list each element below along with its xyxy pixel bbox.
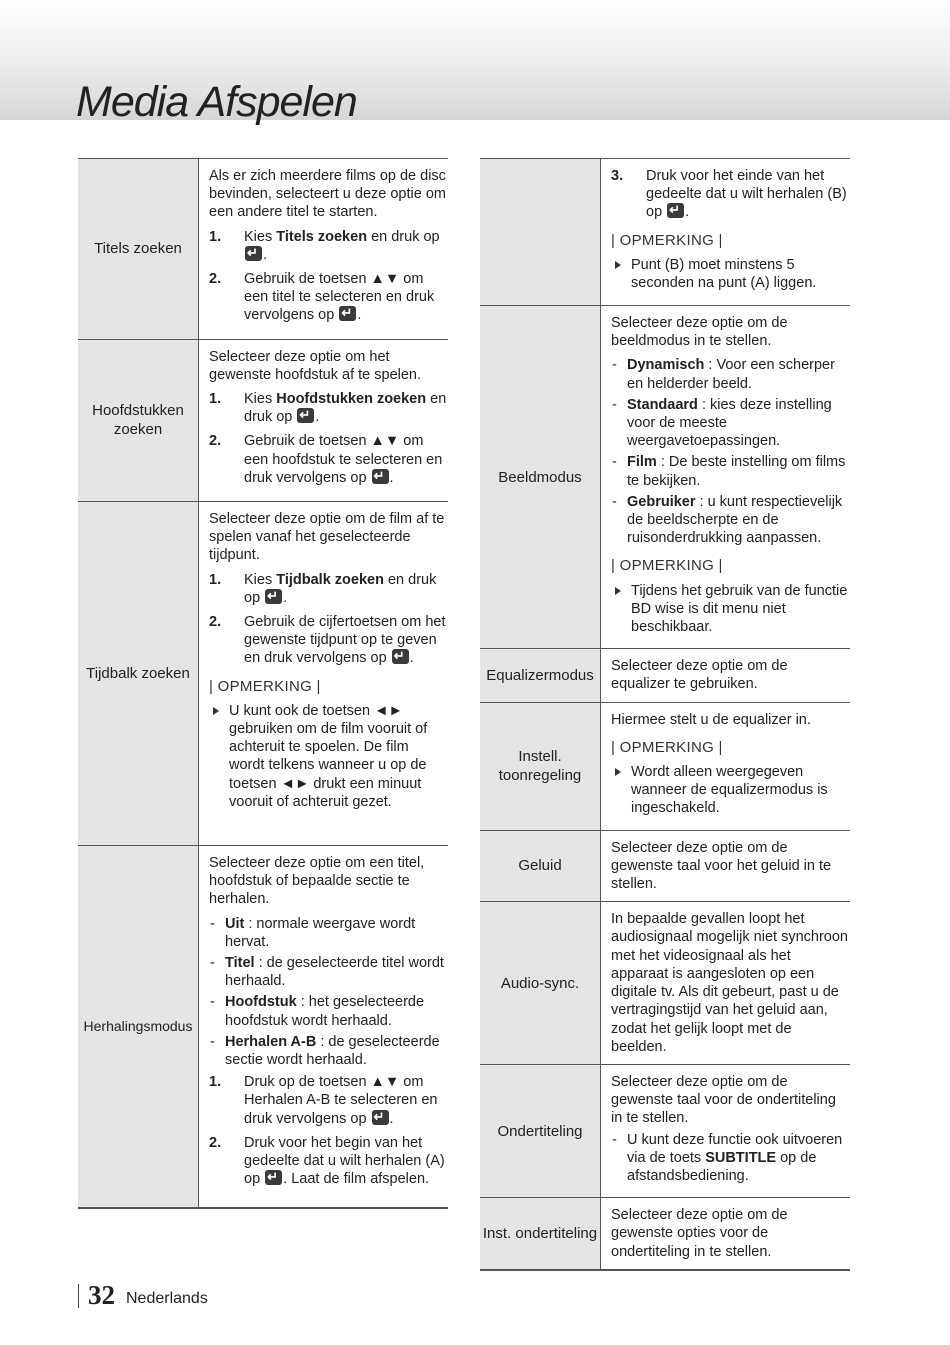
step-text: en druk op	[367, 228, 440, 245]
row-description	[199, 846, 449, 1208]
list-item	[209, 613, 448, 668]
menu-term: Titels zoeken	[276, 228, 368, 245]
table-row	[78, 846, 448, 1208]
enter-icon	[372, 469, 389, 484]
description-text: Selecteer deze optie om de film af te spelen vanaf het geselecteerde tijdpunt.	[209, 511, 445, 564]
step-text: .	[409, 650, 414, 667]
step-text: Kies	[244, 571, 277, 588]
row-label: Equalizermodus	[480, 649, 601, 702]
description-text: Als er zich meerdere films op de disc bevinden, selecteert u deze optie om een andere titel te starten.	[209, 168, 446, 221]
option-text: : u kunt respectievelijk de beeldscherpte en de ruisonderdrukking aanpassen.	[627, 493, 843, 547]
row-label: Titels zoeken	[78, 159, 199, 340]
note-item: Wordt alleen weergegeven wanneer de equalizermodus is ingeschakeld.	[611, 763, 850, 818]
note-list	[611, 763, 850, 818]
row-description	[199, 159, 449, 340]
list-item	[209, 571, 448, 607]
page-title: Media Afspelen	[76, 78, 357, 126]
list-item	[611, 493, 850, 548]
option-name: Dynamisch	[627, 357, 705, 374]
step-text: en druk op	[244, 571, 437, 606]
row-description: In bepaalde gevallen loopt het audiosignaal mogelijk niet synchroon met het videosignaal als het apparaat is aangesloten op een digitale tv. Als dit gebeurt, past u de vertragingstijd van het geluid aan, zodat het gelijk loopt met de beelden.	[601, 902, 851, 1065]
option-name: Herhalen A-B	[225, 1033, 317, 1050]
note-list	[209, 702, 448, 811]
row-label: Geluid	[480, 830, 601, 902]
enter-icon	[265, 589, 282, 604]
step-number: 1.	[209, 571, 222, 588]
note-list	[611, 256, 850, 292]
step-text: Druk voor het begin van het gedeelte dat u wilt herhalen (A) op	[244, 1134, 445, 1188]
row-description	[601, 1064, 851, 1197]
note-item: Punt (B) moet minstens 5 seconden na punt (A) liggen.	[611, 256, 850, 292]
option-list	[611, 356, 850, 547]
step-text: Kies	[244, 391, 277, 408]
step-number: 1.	[209, 1074, 222, 1091]
enter-icon	[245, 246, 262, 261]
note-heading: | OPMERKING |	[611, 738, 723, 756]
row-description	[601, 306, 851, 649]
footer-language: Nederlands	[126, 1290, 208, 1307]
table-row	[480, 1198, 850, 1270]
row-description: Selecteer deze optie om de gewenste opties voor de ondertiteling in te stellen.	[601, 1198, 851, 1270]
option-text: : De beste instelling om films te bekijken.	[627, 454, 846, 489]
option-text: : kies deze instelling voor de meeste weergavetoepassingen.	[627, 396, 832, 450]
option-text: : de geselecteerde sectie wordt herhaald.	[225, 1033, 440, 1069]
step-list	[209, 228, 448, 325]
list-item	[611, 167, 850, 222]
option-name: Standaard	[627, 396, 698, 413]
option-text: : normale weergave wordt hervat.	[225, 915, 416, 950]
step-text: .	[357, 307, 362, 324]
list-item	[611, 396, 850, 451]
note-item: Tijdens het gebruik van de functie BD wise is dit menu niet beschikbaar.	[611, 582, 850, 637]
description-text: Selecteer deze optie om een titel, hoofdstuk of bepaalde sectie te herhalen.	[209, 855, 425, 908]
note-heading: | OPMERKING |	[611, 231, 723, 249]
option-name: Gebruiker	[627, 493, 696, 510]
option-text: op de afstandsbediening.	[627, 1149, 817, 1184]
option-name: Titel	[225, 955, 255, 972]
row-label: Beeldmodus	[480, 306, 601, 649]
note-item: U kunt ook de toetsen ◄► gebruiken om de film vooruit of achteruit te spoelen. De film wordt telkens wanneer u op de toetsen ◄► drukt een minuut vooruit of achteruit gezet.	[209, 702, 448, 811]
step-text: en druk op	[244, 391, 447, 426]
option-list	[209, 915, 448, 1070]
row-label: Herhalingsmodus	[78, 846, 199, 1208]
step-text: .	[389, 469, 394, 486]
step-text: .	[389, 1110, 394, 1127]
description-text: Selecteer deze optie om het gewenste hoofdstuk af te spelen.	[209, 348, 422, 383]
option-list	[611, 1131, 850, 1186]
settings-table-right	[480, 158, 850, 1271]
list-item	[209, 915, 448, 951]
description-text: Selecteer deze optie om de gewenste taal voor de ondertiteling in te stellen.	[611, 1073, 836, 1127]
settings-table-left	[78, 158, 448, 1209]
step-number: 2.	[209, 1134, 222, 1151]
menu-term: Hoofdstukken zoeken	[276, 391, 427, 408]
table-row	[480, 306, 850, 649]
option-text: : het geselecteerde hoofdstuk wordt herhaald.	[225, 994, 425, 1029]
step-text: Druk op de toetsen ▲▼ om Herhalen A-B te selecteren en druk vervolgens op	[244, 1074, 438, 1127]
row-description: Selecteer deze optie om de gewenste taal voor het geluid in te stellen.	[601, 830, 851, 902]
row-label: Instell. toonregeling	[480, 702, 601, 830]
note-heading: | OPMERKING |	[209, 677, 321, 695]
list-item	[209, 228, 448, 264]
step-text: .	[685, 204, 690, 221]
step-text: .	[315, 409, 320, 426]
step-text: . Laat de film afspelen.	[283, 1171, 430, 1188]
table-row	[78, 159, 448, 340]
row-description	[199, 339, 449, 501]
row-label: Hoofdstukken zoeken	[78, 339, 199, 501]
row-description	[601, 159, 851, 306]
menu-term: Tijdbalk zoeken	[276, 571, 384, 588]
enter-icon	[667, 203, 684, 218]
option-text: U kunt deze functie ook uitvoeren via de toets	[627, 1131, 843, 1166]
option-text: : Voor een scherper en helderder beeld.	[627, 357, 835, 392]
row-description	[601, 702, 851, 830]
option-name: Hoofdstuk	[225, 994, 297, 1011]
list-item	[209, 390, 448, 426]
enter-icon	[265, 1170, 282, 1185]
table-row	[78, 339, 448, 501]
note-heading: | OPMERKING |	[611, 557, 723, 575]
description-text: Hiermee stelt u de equalizer in.	[611, 711, 811, 728]
table-row	[480, 830, 850, 902]
row-label: Ondertiteling	[480, 1064, 601, 1197]
row-label: Audio-sync.	[480, 902, 601, 1065]
step-text: Kies	[244, 228, 277, 245]
note-list	[611, 582, 850, 637]
row-description	[199, 502, 449, 846]
step-text: Gebruik de toetsen ▲▼ om een hoofdstuk te selecteren en druk vervolgens op	[244, 433, 443, 486]
list-item	[209, 954, 448, 990]
row-label: Inst. ondertiteling	[480, 1198, 601, 1270]
step-text: Gebruik de toetsen ▲▼ om een titel te selecteren en druk vervolgens op	[244, 271, 435, 324]
step-text: Gebruik de cijfertoetsen om het gewenste tijdpunt op te geven en druk vervolgens op	[244, 614, 446, 667]
row-description: Selecteer deze optie om de equalizer te gebruiken.	[601, 649, 851, 702]
table-row	[480, 649, 850, 702]
table-row	[480, 159, 850, 306]
table-row	[480, 1064, 850, 1197]
list-item	[611, 356, 850, 392]
list-item	[209, 1134, 448, 1189]
step-number: 1.	[209, 391, 222, 408]
step-list	[209, 571, 448, 668]
row-label	[480, 159, 601, 306]
list-item	[209, 270, 448, 325]
step-number: 3.	[611, 168, 624, 184]
list-item	[209, 993, 448, 1029]
list-item	[209, 432, 448, 487]
list-item	[209, 1073, 448, 1128]
step-list	[209, 1073, 448, 1188]
option-name: Film	[627, 454, 657, 471]
enter-icon	[297, 408, 314, 423]
description-text: Selecteer deze optie om de beeldmodus in te stellen.	[611, 315, 788, 350]
option-name: Uit	[225, 915, 245, 932]
button-name: SUBTITLE	[705, 1149, 777, 1166]
step-text: Druk voor het einde van het gedeelte dat u wilt herhalen (B) op	[646, 168, 847, 221]
step-number: 2.	[209, 614, 222, 631]
step-list	[209, 390, 448, 487]
option-text: : de geselecteerde titel wordt herhaald.	[225, 955, 444, 990]
step-number: 2.	[209, 433, 222, 450]
enter-icon	[392, 649, 409, 664]
step-text: .	[263, 246, 268, 263]
list-item	[611, 1131, 850, 1186]
step-number: 1.	[209, 228, 222, 245]
row-label: Tijdbalk zoeken	[78, 502, 199, 846]
enter-icon	[372, 1110, 389, 1125]
table-row	[480, 702, 850, 830]
page-number: 32	[88, 1280, 115, 1310]
step-list	[611, 167, 850, 222]
step-text: .	[283, 589, 288, 606]
list-item	[209, 1033, 448, 1069]
table-row	[78, 502, 448, 846]
footer-divider	[78, 1284, 79, 1308]
list-item	[611, 453, 850, 489]
enter-icon	[339, 306, 356, 321]
step-number: 2.	[209, 271, 222, 288]
table-row	[480, 902, 850, 1065]
